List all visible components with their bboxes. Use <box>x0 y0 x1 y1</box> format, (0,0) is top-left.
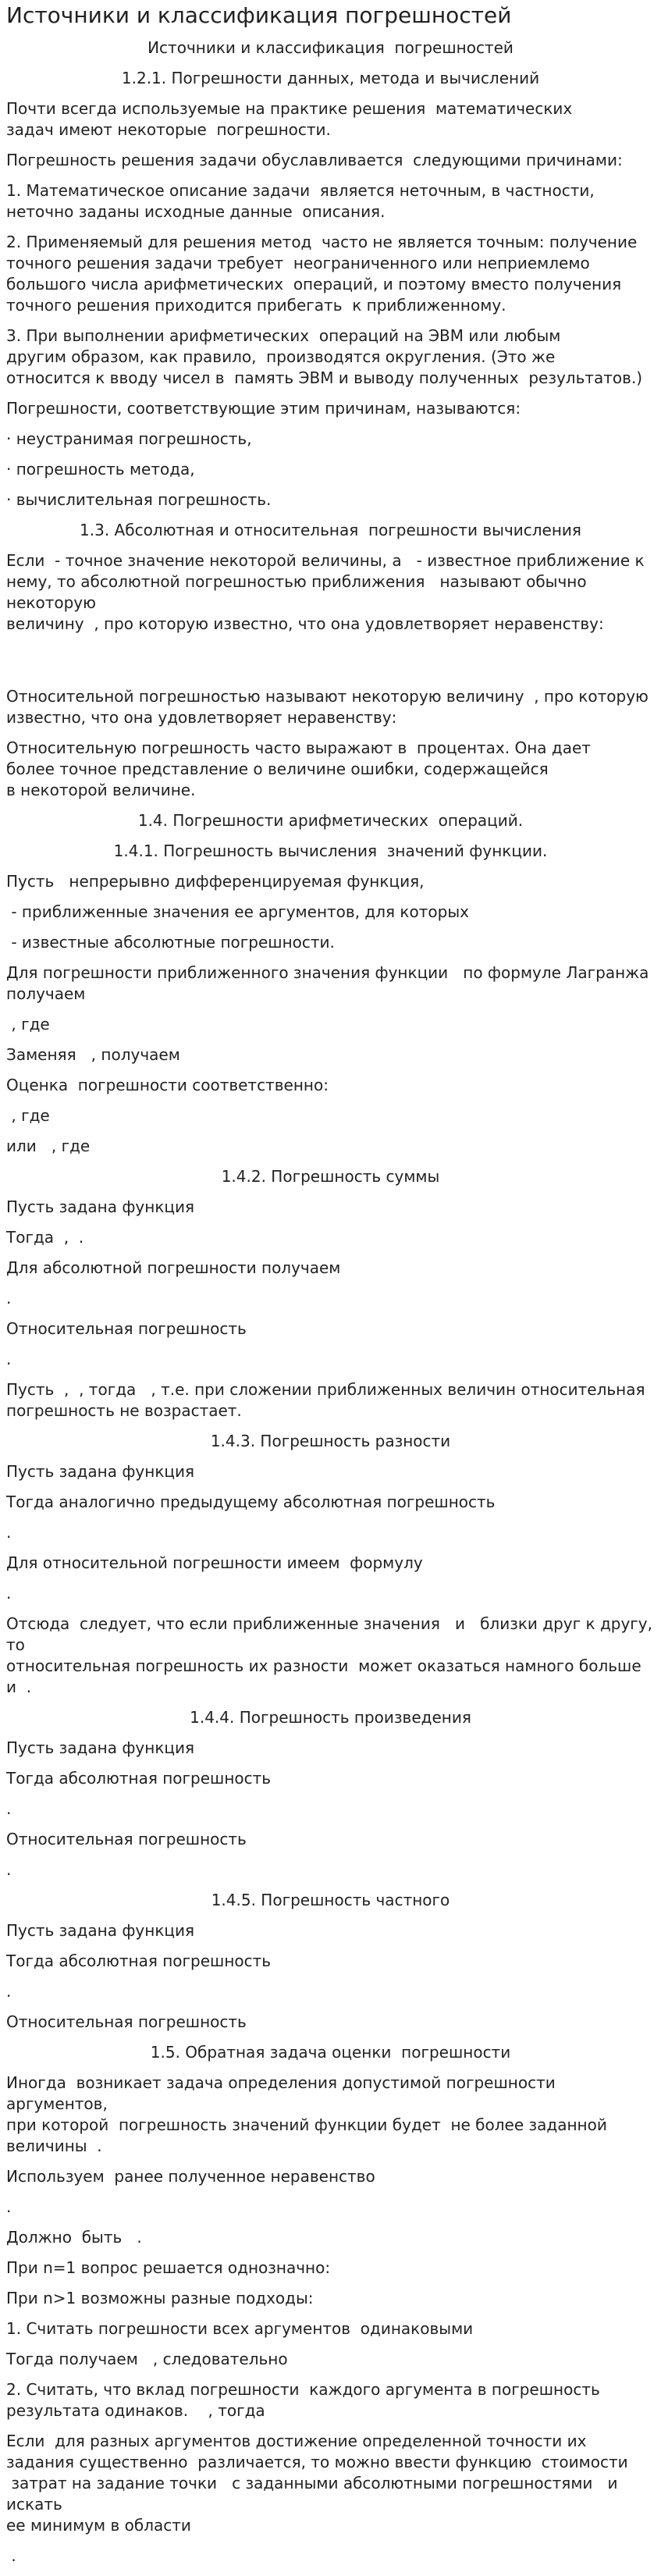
paragraph: Тогда абсолютная погрешность <box>6 1952 272 1970</box>
formula-dot: . <box>6 1799 12 1818</box>
formula-dot: . <box>6 1350 12 1368</box>
formula-dot: . <box>6 1860 12 1879</box>
paragraph-absolute-error: Если - точное значение некоторой величины, а - известное приближение к нему, то абсолютной погрешностью приближения называют обычно некоторую величину , про которую известно, что она удовлетворяет неравенству: <box>6 551 645 633</box>
formula-dot: . <box>6 2197 12 2216</box>
formula-dot: . <box>6 1982 12 2001</box>
paragraph: Пусть задана функция <box>6 1921 195 1940</box>
paragraph: , где <box>6 1015 50 1034</box>
paragraph: 1. Считать погрешности всех аргументов одинаковыми <box>6 2319 474 2338</box>
paragraph: При n=1 вопрос решается однозначно: <box>6 2258 331 2277</box>
section-heading-1-4-3: 1.4.3. Погрешность разности <box>210 1432 451 1450</box>
paragraph: Для относительной погрешности имеем формулу <box>6 1553 423 1572</box>
section-heading-1-2-1: 1.2.1. Погрешности данных, метода и вычислений <box>121 69 540 87</box>
list-item-cause-3: 3. При выполнении арифметических операций на ЭВМ или любым другим образом, как правило, производятся округления. (Это же относится к вводу чисел в память ЭВМ и выводу полученных результатов.) <box>6 326 643 387</box>
document-title: Источники и классификация погрешностей <box>6 2 512 28</box>
section-heading-1-4: 1.4. Погрешности арифметических операций. <box>137 811 524 830</box>
paragraph: При n>1 возможны разные подходы: <box>6 2289 314 2307</box>
bullet-item-method-error: · погрешность метода, <box>6 460 195 479</box>
paragraph: Относительную погрешность часто выражают в процентах. Она дает более точное представление о величине ошибки, содержащейся в некоторой величине. <box>6 738 591 799</box>
paragraph: - приближенные значения ее аргументов, для которых <box>6 902 469 921</box>
paragraph: Отсюда следует, что если приближенные значения и близки друг к другу, то относительная погрешность их разности может оказаться намного больше и . <box>6 1614 652 1696</box>
paragraph: Относительная погрешность <box>6 1830 247 1848</box>
paragraph: Если для разных аргументов достижение определенной точности их задания существенно различается, то можно ввести функцию стоимости затрат на задание точки с заданными абсолютными погрешностями и искать ее минимум в области <box>6 2432 628 2535</box>
formula-placeholder <box>6 644 655 686</box>
section-heading-1-4-4: 1.4.4. Погрешность произведения <box>190 1708 471 1727</box>
paragraph: Пусть задана функция <box>6 1738 195 1757</box>
paragraph: Оценка погрешности соответственно: <box>6 1076 329 1094</box>
paragraph: Пусть , , тогда , т.е. при сложении приближенных величин относительная погрешность не возрастает. <box>6 1380 645 1420</box>
paragraph: Погрешность решения задачи обуславливается следующими причинами: <box>6 151 623 169</box>
paragraph: Используем ранее полученное неравенство <box>6 2167 375 2186</box>
paragraph: Пусть задана функция <box>6 1197 195 1216</box>
paragraph: Относительная погрешность <box>6 1319 247 1338</box>
bullet-item-computational-error: · вычислительная погрешность. <box>6 490 272 509</box>
formula-dot: . <box>6 2546 16 2565</box>
formula-dot: . <box>6 1523 12 1542</box>
document-subtitle: Источники и классификация погрешностей <box>147 38 514 57</box>
paragraph: Тогда , . <box>6 1228 84 1247</box>
paragraph: или , где <box>6 1137 91 1155</box>
paragraph: 2. Считать, что вклад погрешности каждого аргумента в погрешность результата одинаков. , тогда <box>6 2380 600 2420</box>
list-item-cause-2: 2. Применяемый для решения метод часто не является точным: получение точного решения задачи требует неограниченного или неприемлемо большого числа арифметических операций, и поэтому вместо получения точного решения приходится прибегать к приближенному. <box>6 233 638 315</box>
bullet-item-irremovable-error: · неустранимая погрешность, <box>6 429 252 448</box>
paragraph: Должно быть . <box>6 2228 142 2247</box>
paragraph: Почти всегда используемые на практике решения математических задач имеют некоторые погрешности. <box>6 99 573 139</box>
section-heading-1-5: 1.5. Обратная задача оценки погрешности <box>150 2043 511 2062</box>
section-heading-1-4-1: 1.4.1. Погрешность вычисления значений функции. <box>113 841 548 860</box>
paragraph: Для погрешности приближенного значения функции по формуле Лагранжа получаем <box>6 963 649 1003</box>
formula-dot: . <box>6 1584 12 1603</box>
paragraph: Тогда получаем , следовательно <box>6 2350 288 2368</box>
paragraph: Относительная погрешность <box>6 2012 247 2031</box>
paragraph: Пусть непрерывно дифференцируемая функция, <box>6 872 425 891</box>
formula-dot: . <box>6 1289 12 1308</box>
section-heading-1-4-5: 1.4.5. Погрешность частного <box>211 1891 450 1909</box>
paragraph: - известные абсолютные погрешности. <box>6 933 335 952</box>
paragraph: Для абсолютной погрешности получаем <box>6 1258 341 1277</box>
paragraph: Тогда аналогично предыдущему абсолютная погрешность <box>6 1493 496 1511</box>
paragraph: Пусть задана функция <box>6 1462 195 1481</box>
section-heading-1-3: 1.3. Абсолютная и относительная погрешности вычисления <box>80 521 581 539</box>
paragraph: Тогда абсолютная погрешность <box>6 1769 272 1788</box>
list-item-cause-1: 1. Математическое описание задачи является неточным, в частности, неточно заданы исходные данные описания. <box>6 181 595 221</box>
paragraph: Погрешности, соответствующие этим причинам, называются: <box>6 399 521 418</box>
paragraph: , где <box>6 1106 50 1125</box>
section-heading-1-4-2: 1.4.2. Погрешность суммы <box>221 1167 440 1186</box>
paragraph-relative-error: Относительной погрешностью называют некоторую величину , про которую известно, что она удовлетворяет неравенству: <box>6 687 649 727</box>
paragraph: Иногда возникает задача определения допустимой погрешности аргументов, при которой погрешность значений функции будет не более заданной величины . <box>6 2073 607 2155</box>
paragraph: Заменяя , получаем <box>6 1045 180 1064</box>
